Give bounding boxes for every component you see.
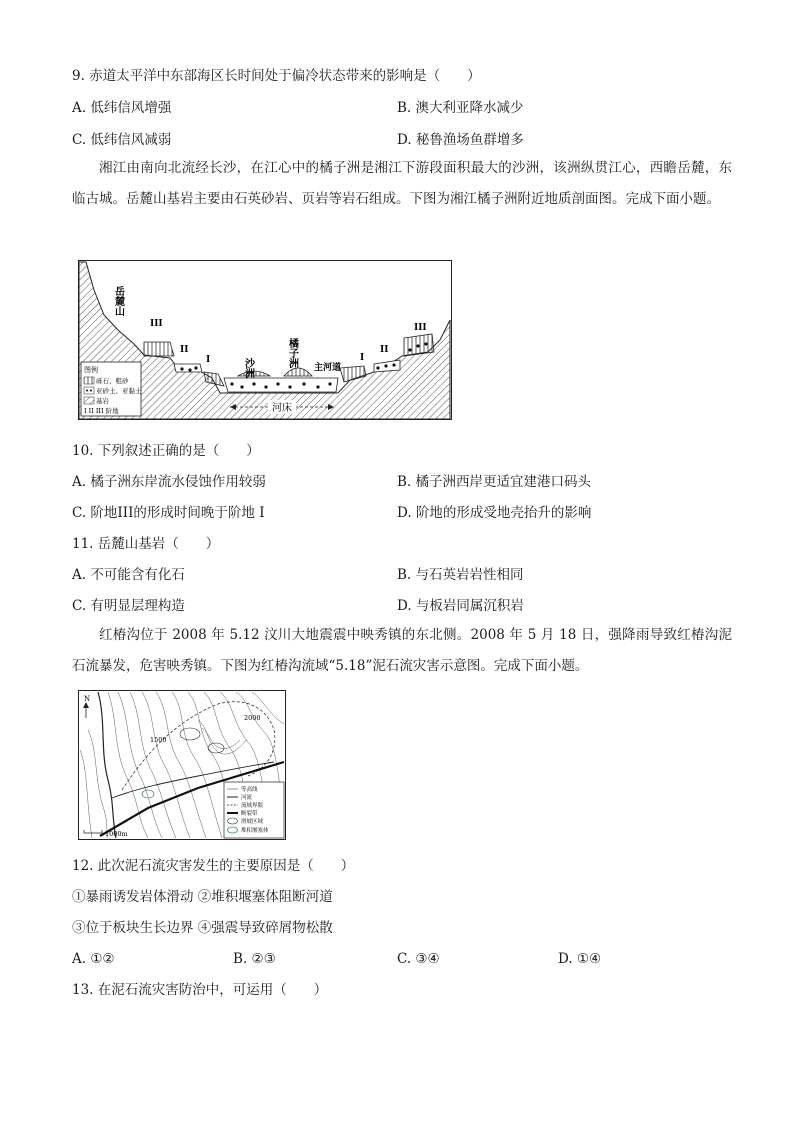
q9-stem: 9. 赤道太平洋中东部海区长时间处于偏冷状态带来的影响是（ ） — [72, 68, 481, 84]
orange-isle-label: 橘子洲 — [286, 338, 298, 368]
legend-slide: 滑坡区域 — [241, 819, 264, 825]
q12-option-b: B. ②③ — [233, 951, 276, 967]
q12-option-c: C. ③④ — [397, 951, 440, 967]
q11-option-b: B. 与石英岩岩性相同 — [397, 567, 524, 583]
figure1-legend — [81, 362, 142, 416]
legend-river: 河流 — [241, 795, 253, 801]
legend-gravel: 砾石、粗砂 — [96, 377, 129, 385]
east-terrace-iii-label: III — [414, 323, 427, 333]
legend-title: 图例 — [84, 366, 98, 374]
passage-hongchungou: 红椿沟位于 2008 年 5.12 汶川大地震震中映秀镇的东北侧。2008 年 5 月 18 日，强降雨导致红椿沟泥石流暴发，危害映秀镇。下图为红椿沟流域“5.18”泥石流灾害示意图。完成下面小题。 — [72, 627, 732, 674]
contour-1500-label: 1500 — [150, 736, 167, 744]
east-terrace-i-label: I — [360, 353, 365, 363]
q12-option-d: D. ①④ — [558, 951, 602, 967]
q10-option-b: B. 橘子洲西岸更适宜建港口码头 — [397, 474, 592, 490]
q11-stem: 11. 岳麓山基岩（ ） — [72, 536, 220, 552]
north-label: N — [84, 695, 91, 703]
riverbed-deposit — [224, 378, 338, 392]
q13-stem: 13. 在泥石流灾害防治中，可运用（ ） — [72, 982, 328, 998]
sandbar-label: 沙洲 — [242, 358, 254, 378]
east-terrace-ii-label: II — [380, 345, 389, 355]
q9-option-a: A. 低纬信风增强 — [72, 100, 172, 116]
q10-stem: 10. 下列叙述正确的是（ ） — [72, 443, 260, 459]
west-terrace-ii-label: II — [180, 345, 189, 355]
q12-statements-line1: ①暴雨诱发岩体滑动 ②堆积堰塞体阻断河道 — [72, 889, 333, 905]
west-terrace-i-label: I — [206, 355, 211, 365]
passage-xiangjiang: 湘江由南向北流经长沙，在江心中的橘子洲是湘江下游段面积最大的沙洲，该洲纵贯江心，西瞻岳麓，东临古城。岳麓山基岩主要由石英砂岩、页岩等岩石组成。下图为湘江橘子洲附近地质剖面图。完成下面小题。 — [72, 160, 732, 207]
riverbed-label: 河床 — [272, 403, 292, 414]
q11-option-c: C. 有明显层理构造 — [72, 598, 185, 614]
q9-option-d: D. 秘鲁渔场鱼群增多 — [397, 132, 524, 148]
q12-statements-line2: ③位于板块生长边界 ④强震导致碎屑物松散 — [72, 920, 333, 936]
q9-option-c: C. 低纬信风减弱 — [72, 132, 172, 148]
figure2-legend — [224, 782, 284, 838]
q11-option-d: D. 与板岩同属沉积岩 — [397, 598, 524, 614]
main-channel-label: 主河道 — [314, 363, 342, 373]
legend-contour: 等高线 — [241, 787, 258, 793]
q10-option-d: D. 阶地的形成受地壳抬升的影响 — [397, 505, 592, 521]
west-terrace-iii-label: III — [150, 319, 163, 329]
west-terrace-iii — [144, 342, 174, 356]
west-terrace-ii — [174, 364, 202, 372]
legend-dam: 堆积堰塞体 — [241, 828, 269, 834]
legend-boundary: 流域界限 — [241, 803, 264, 809]
scale-label: 1000m — [105, 830, 128, 838]
q12-stem: 12. 此次泥石流灾害发生的主要原因是（ ） — [72, 858, 355, 874]
legend-sand: 亚砂土、亚黏土 — [96, 387, 142, 395]
q12-option-a: A. ①② — [72, 951, 115, 967]
mountain-label: 岳麓山 — [112, 286, 124, 316]
contour-2000-label: 2000 — [244, 714, 261, 722]
geologic-section-figure — [78, 260, 452, 424]
q9-option-b: B. 澳大利亚降水减少 — [397, 100, 524, 116]
q11-option-a: A. 不可能含有化石 — [72, 567, 185, 583]
debris-flow-map-figure — [78, 690, 286, 844]
legend-bedrock: 基岩 — [96, 397, 109, 405]
legend-terrace: I II III 阶地 — [84, 407, 119, 415]
q10-option-c: C. 阶地III的形成时间晚于阶地 I — [72, 505, 265, 521]
legend-fault: 断裂带 — [241, 811, 258, 817]
q10-option-a: A. 橘子洲东岸流水侵蚀作用较弱 — [72, 474, 266, 490]
